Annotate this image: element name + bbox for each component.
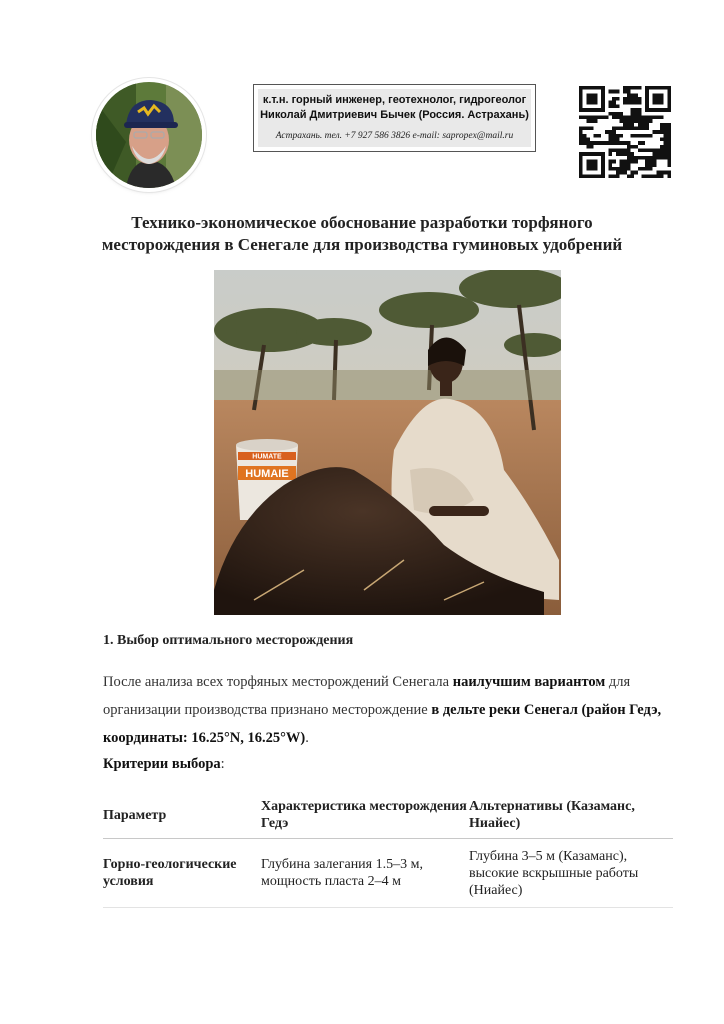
section-heading: 1. Выбор оптимального месторождения xyxy=(103,633,354,648)
criteria-table xyxy=(103,792,673,908)
intro-paragraph xyxy=(103,668,673,752)
table-header-alternatives: Альтернативы (Казаманс, Ниайес) xyxy=(469,792,673,839)
table-header-row xyxy=(103,792,673,839)
author-contacts: Астрахань. тел. +7 927 586 3826 e-mail: sapropex@mail.ru xyxy=(275,131,514,141)
para-text-end: . xyxy=(305,730,309,746)
author-name: Николай Дмитриевич Бычек (Россия. Астрахань) xyxy=(260,109,529,121)
cover-photo xyxy=(214,270,561,615)
photo-illustration xyxy=(214,270,561,615)
author-portrait-icon xyxy=(96,82,202,188)
title-line-2: месторождения в Сенегале для производства гуминовых удобрений xyxy=(101,235,623,254)
para-text-1: После анализа всех торфяных месторождений Сенегала xyxy=(103,674,453,690)
table-header-gede: Характеристика месторождения Гедэ xyxy=(261,792,469,839)
table-cell-alternatives: Глубина 3–5 м (Казаманс), высокие вскрышные работы (Ниайес) xyxy=(469,839,673,908)
qr-code-icon xyxy=(579,86,671,178)
criteria-colon: : xyxy=(220,756,225,772)
para-bold-2: в дельте реки Сенегал (район Гедэ, координаты: 16.25°N, 16.25°W) xyxy=(103,702,662,746)
document-title xyxy=(80,212,644,256)
bucket-label-main: HUMAIE xyxy=(245,468,289,480)
table-cell-gede: Глубина залегания 1.5–3 м, мощность пласта 2–4 м xyxy=(261,839,469,908)
title-line-1: Технико-экономическое обоснование разработки торфяного xyxy=(131,213,593,232)
table-cell-parameter: Горно-геологические условия xyxy=(103,839,261,908)
para-text-2: для организации производства признано месторождение xyxy=(103,674,631,718)
criteria-label xyxy=(103,756,225,773)
author-avatar xyxy=(96,82,202,188)
author-credentials: к.т.н. горный инженер, геотехнолог, гидрогеолог xyxy=(262,94,527,106)
bucket-label-top: HUMATE xyxy=(252,453,282,461)
table-header-parameter: Параметр xyxy=(103,792,261,839)
author-card xyxy=(253,84,536,152)
criteria-label-text: Критерии выбора xyxy=(103,756,221,772)
para-bold-1: наилучшим вариантом xyxy=(452,674,606,690)
table-row xyxy=(103,839,673,908)
author-card-inner xyxy=(258,89,531,147)
